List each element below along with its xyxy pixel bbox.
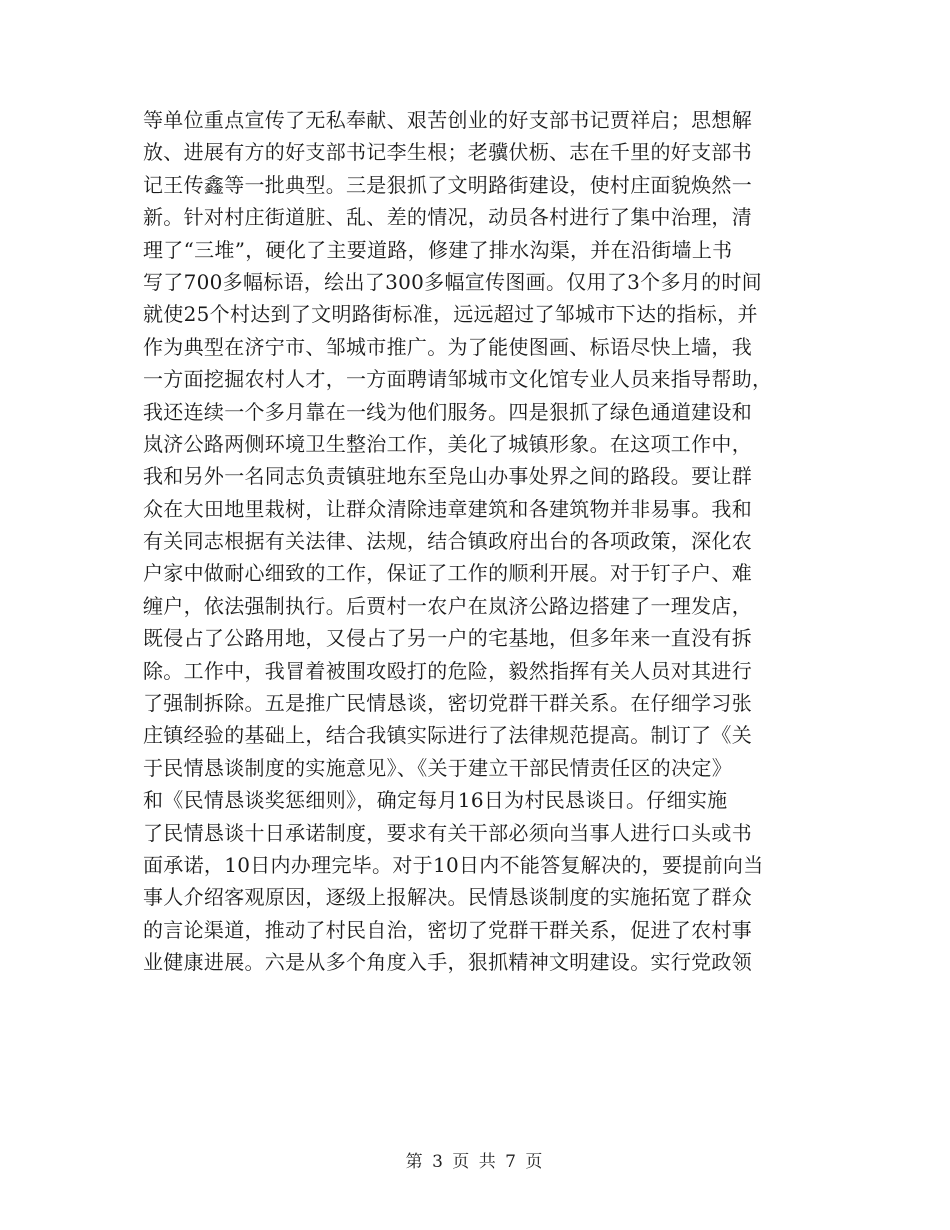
text-line: 我和另外一名同志负责镇驻地东至凫山办事处界之间的路段。要让群 xyxy=(143,464,752,489)
text-line: 于民情恳谈制度的实施意见》、《关于建立干部民情责任区的决定》 xyxy=(143,755,732,780)
text-line: 和《民情恳谈奖惩细则》，确定每月16日为村民恳谈日。仔细实施 xyxy=(143,788,728,813)
text-line: 除。工作中，我冒着被围攻殴打的危险，毅然指挥有关人员对其进行 xyxy=(143,658,752,683)
text-line: 既侵占了公路用地，又侵占了另一户的宅基地，但多年来一直没有拆 xyxy=(143,626,752,651)
text-line: 事人介绍客观原因，逐级上报解决。民情恳谈制度的实施拓宽了群众 xyxy=(143,885,752,910)
text-line: 理了“三堆”，硬化了主要道路，修建了排水沟渠，并在沿街墙上书 xyxy=(143,237,733,262)
text-line: 新。针对村庄街道脏、乱、差的情况，动员各村进行了集中治理，清 xyxy=(143,205,752,230)
text-line: 业健康进展。六是从多个角度入手，狠抓精神文明建设。实行党政领 xyxy=(143,950,752,975)
text-line: 缠户，依法强制执行。后贾村一农户在岚济公路边搭建了一理发店， xyxy=(143,593,752,618)
text-line: 岚济公路两侧环境卫生整治工作，美化了城镇形象。在这项工作中， xyxy=(143,431,752,456)
page-number-footer: 第 3 页 共 7 页 xyxy=(405,1152,545,1172)
text-line: 了强制拆除。五是推广民情恳谈，密切党群干群关系。在仔细学习张 xyxy=(143,691,752,716)
text-line: 户家中做耐心细致的工作，保证了工作的顺利开展。对于钉子户、难 xyxy=(143,561,752,586)
text-line: 记王传鑫等一批典型。三是狠抓了文明路街建设，使村庄面貌焕然一 xyxy=(143,172,752,197)
text-line: 庄镇经验的基础上，结合我镇实际进行了法律规范提高。制订了《关 xyxy=(143,723,752,748)
text-line: 有关同志根据有关法律、法规，结合镇政府出台的各项政策，深化农 xyxy=(143,529,752,554)
text-line: 放、进展有方的好支部书记李生根；老骥伏枥、志在千里的好支部书 xyxy=(143,140,752,165)
text-line: 面承诺，10日内办理完毕。对于10日内不能答复解决的，要提前向当 xyxy=(143,852,764,877)
text-line: 就使25个村达到了文明路街标准，远远超过了邹城市下达的指标，并 xyxy=(143,302,758,327)
text-line: 等单位重点宣传了无私奉献、艰苦创业的好支部书记贾祥启；思想解 xyxy=(143,108,752,132)
text-line: 的言论渠道，推动了村民自治，密切了党群干群关系，促进了农村事 xyxy=(143,917,752,942)
text-line: 作为典型在济宁市、邹城市推广。为了能使图画、标语尽快上墙，我 xyxy=(143,334,752,359)
text-line: 写了700多幅标语，绘出了300多幅宣传图画。仅用了3个多月的时间 xyxy=(143,269,762,294)
text-line: 众在大田地里栽树，让群众清除违章建筑和各建筑物并非易事。我和 xyxy=(143,496,752,521)
text-line: 一方面挖掘农村人才，一方面聘请邹城市文化馆专业人员来指导帮助， xyxy=(143,367,773,392)
text-line: 了民情恳谈十日承诺制度，要求有关干部必须向当事人进行口头或书 xyxy=(143,820,752,845)
text-line: 我还连续一个多月靠在一线为他们服务。四是狠抓了绿色通道建设和 xyxy=(143,399,752,424)
body-text xyxy=(143,104,813,979)
